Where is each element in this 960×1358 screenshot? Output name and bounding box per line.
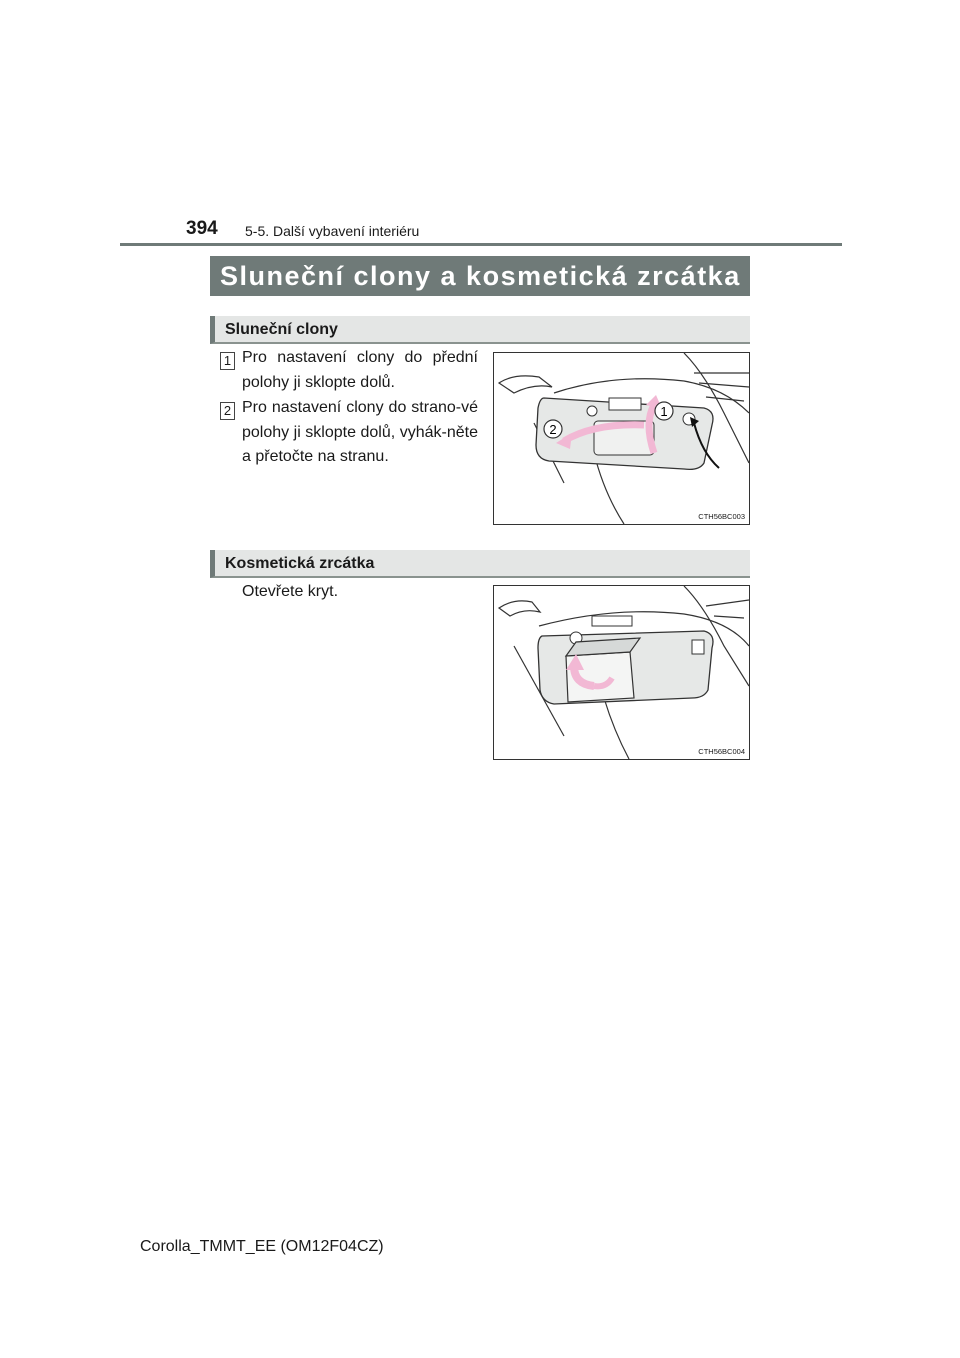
footer-document-id: Corolla_TMMT_EE (OM12F04CZ) [140, 1238, 384, 1255]
figure-code: CTH56BC003 [698, 512, 745, 521]
section-reference: 5-5. Další vybavení interiéru [245, 223, 420, 239]
callout-1: 1 [660, 404, 668, 419]
mirror-instruction: Otevřete kryt. [242, 583, 339, 600]
subheading-mirrors: Kosmetická zrcátka [210, 550, 750, 578]
callout-2: 2 [549, 422, 557, 437]
header-divider [120, 243, 842, 246]
sunvisor-illustration [493, 352, 750, 525]
page-number: 394 [186, 218, 218, 239]
item-number-2: 2 [220, 402, 235, 420]
figure-code: CTH56BC004 [698, 747, 745, 756]
item-text-1: Pro nastavení clony do přední polohy ji sklopte dolů. [242, 349, 478, 391]
page-title: Sluneční clony a kosmetická zrcátka [210, 256, 750, 296]
item-text-2: Pro nastavení clony do strano-vé polohy ji sklopte dolů, vyhák-něte a přetočte na stranu. [242, 399, 478, 465]
subheading-sunvisors: Sluneční clony [210, 316, 750, 344]
mirror-illustration [493, 585, 750, 760]
item-number-1: 1 [220, 352, 235, 370]
